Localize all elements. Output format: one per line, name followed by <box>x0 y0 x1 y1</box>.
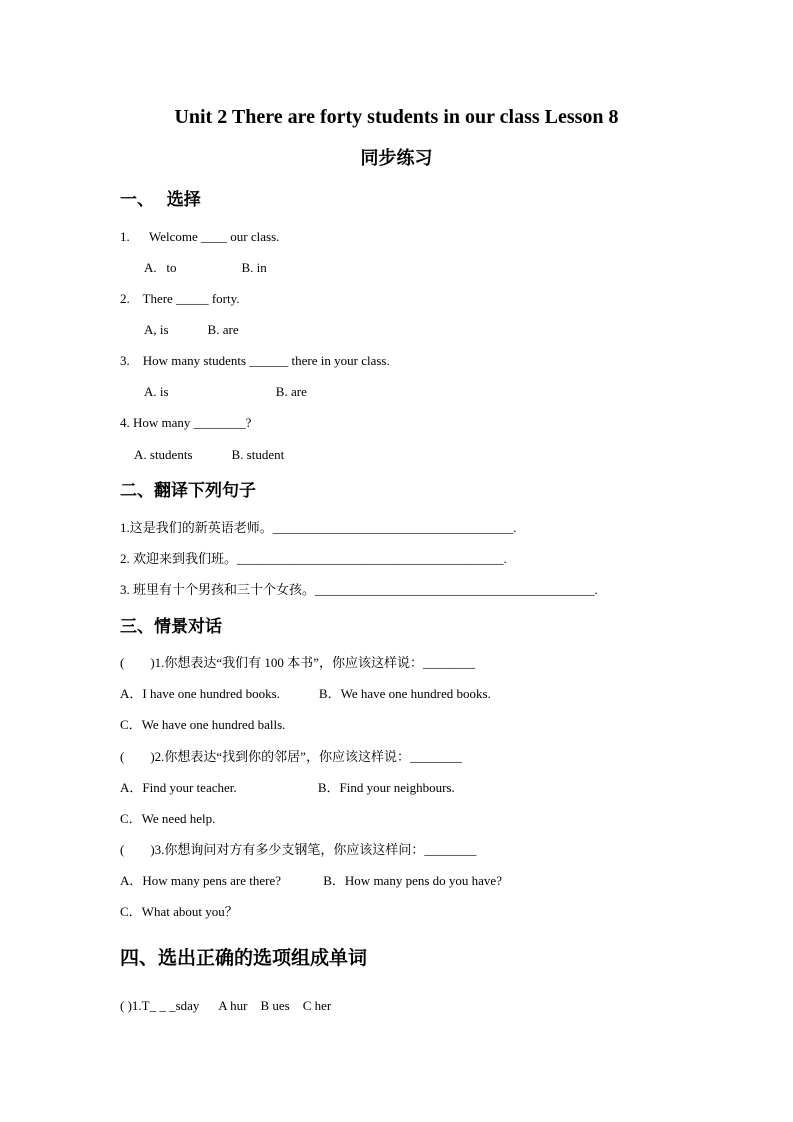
question-line: ( )3.你想询问对方有多少支钢笔，你应该这样问：________ <box>120 842 477 857</box>
translation-line: 1.这是我们的新英语老师。_____________________________________. <box>120 520 517 535</box>
document-subtitle: 同步练习 <box>360 148 433 168</box>
question-line: ( )1.你想表达“我们有 100 本书”，你应该这样说：________ <box>120 655 475 670</box>
document-title: Unit 2 There are forty students in our class Lesson 8 <box>174 106 619 128</box>
options-line: A．Find your teacher. B．Find your neighbours. <box>120 780 455 795</box>
question-line: 3. How many students ______ there in your class. <box>120 353 390 368</box>
options-line: A．I have one hundred books. B．We have one hundred books. <box>120 686 491 701</box>
question-line: ( )1.T_ _ _sday A hur B ues C her <box>120 998 332 1013</box>
options-line: A. students B. student <box>134 447 285 462</box>
question-line: 4. How many ________? <box>120 415 252 430</box>
section-heading-translate: 二、翻译下列句子 <box>120 481 256 500</box>
options-line: C．We need help. <box>120 811 216 826</box>
translation-line: 3. 班里有十个男孩和三十个女孩。___________________________________________. <box>120 582 598 597</box>
section-heading-words: 四、选出正确的选项组成单词 <box>120 948 368 969</box>
options-line: A．How many pens are there? B．How many pens do you have? <box>120 873 502 888</box>
translation-line: 2. 欢迎来到我们班。_________________________________________. <box>120 551 507 566</box>
question-line: 1. Welcome ____ our class. <box>120 229 280 244</box>
section-heading-choice: 一、 选择 <box>120 190 201 209</box>
section-heading-dialogue: 三、情景对话 <box>120 617 222 636</box>
question-line: ( )2.你想表达“找到你的邻居”，你应该这样说：________ <box>120 749 462 764</box>
options-line: A. to B. in <box>144 260 267 275</box>
options-line: A. is B. are <box>144 384 307 399</box>
options-line: C．We have one hundred balls. <box>120 717 286 732</box>
options-line: A, is B. are <box>144 322 239 337</box>
question-line: 2. There _____ forty. <box>120 291 240 306</box>
options-line: C．What about you？ <box>120 904 238 919</box>
